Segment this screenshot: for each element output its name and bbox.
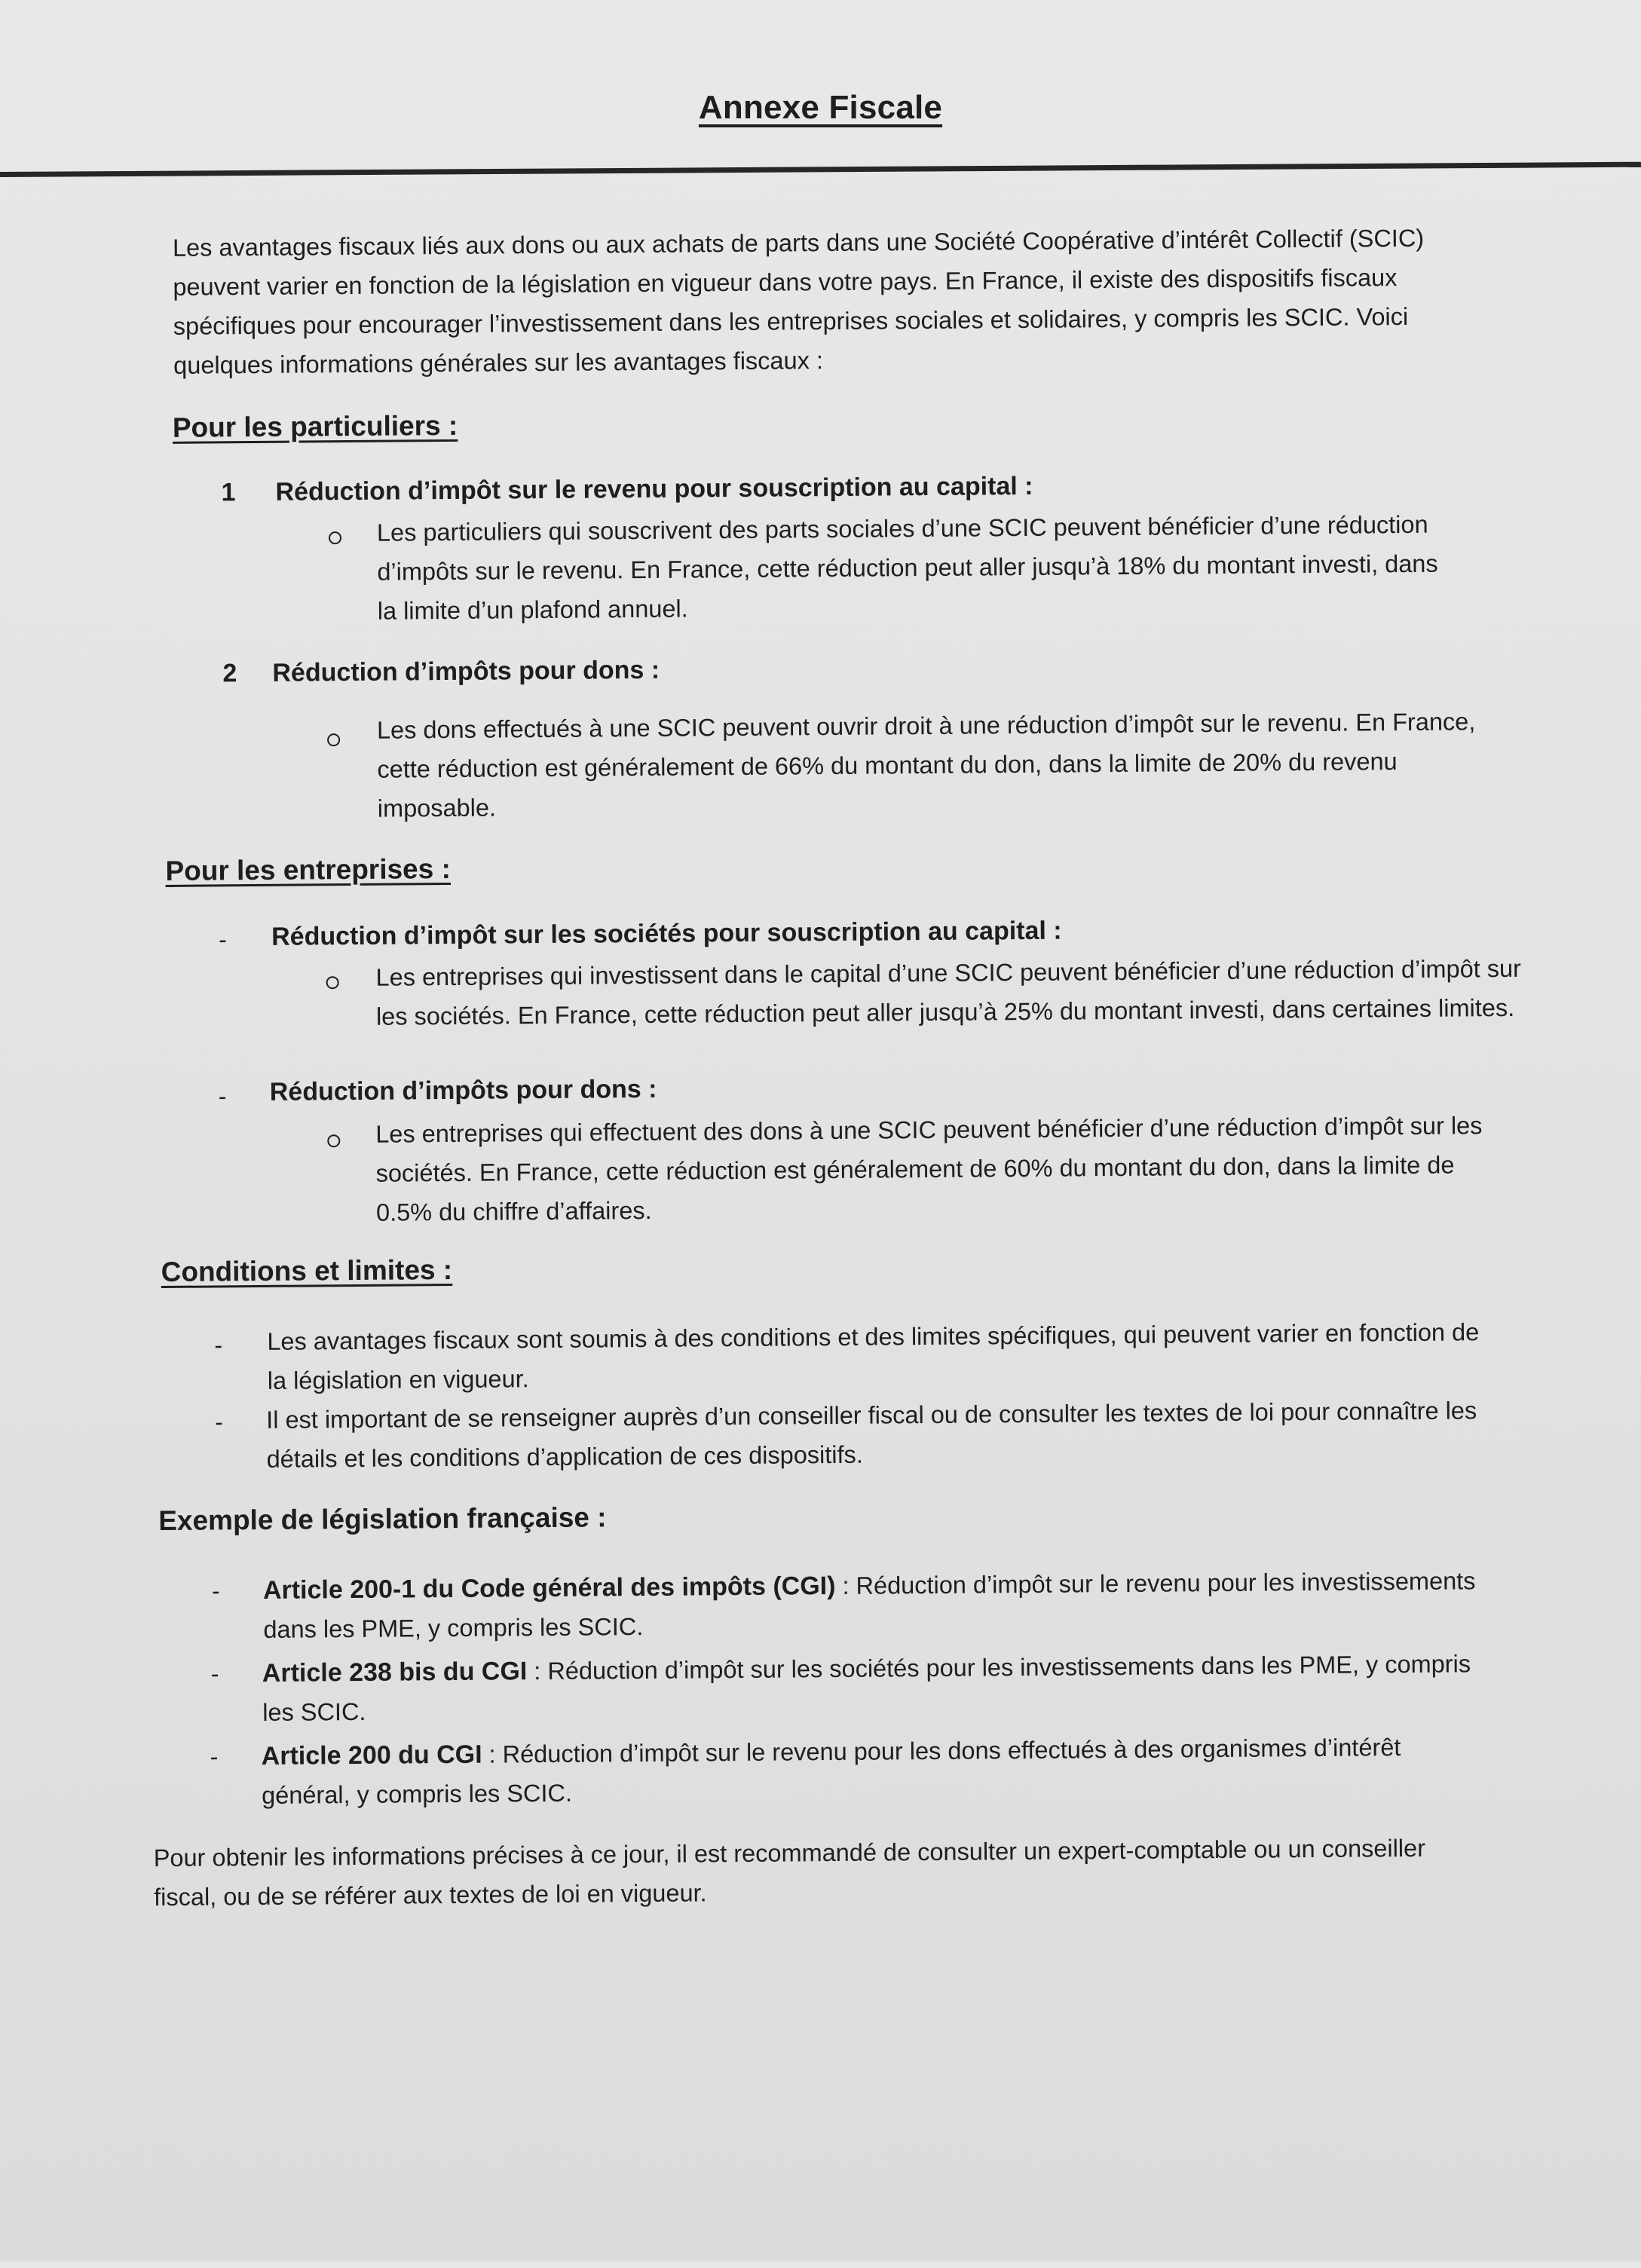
dash-bullet: - [219,926,227,953]
article-reference: Article 200 du CGI [261,1740,482,1771]
article-description: : Réduction d’impôt sur les sociétés pour les investissements dans les PME, y compris les SCIC. [262,1650,1471,1726]
condition-text: Il est important de se renseigner auprès d’un conseiller fiscal ou de consulter les textes de loi pour connaître les détails et les conditions d’application de ces dispositifs. [266,1397,1477,1473]
dash-bullet: - [210,1660,219,1688]
dash-bullet: - [211,1577,220,1605]
section-heading-conditions: Conditions et limites : [161,1253,453,1288]
item-title: Réduction d’impôts pour dons : [272,655,660,687]
circle-bullet-icon [329,531,341,544]
item-title: Réduction d’impôt sur le revenu pour souscription au capital : [275,471,1033,507]
item-text: Les dons effectués à une SCIC peuvent ouvrir droit à une réduction d’impôt sur le revenu. En France, cette réduction est généralement de 66% du montant du don, dans la limite de 20% du revenu imposable. [376,708,1476,822]
item-text: Les entreprises qui effectuent des dons à une SCIC peuvent bénéficier d’une réduction d’impôt sur les sociétés. En France, cette réduction est généralement de 60% du montant du don, dans la limite de 0.5% du chiffre d’affaires. [375,1112,1483,1226]
intro-paragraph: Les avantages fiscaux liés aux dons ou aux achats de parts dans une Société Coopérative d’intérêt Collectif (SCIC) peuvent varier en fonction de la législation en vigueur dans votre pays. En France, il existe des dispositifs fiscaux spécifiques pour encourager l’investissement dans les entreprises sociales et solidaires, y compris les SCIC. Voici quelques informations générales sur les avantages fiscaux : [172,224,1425,379]
document-title: Annexe Fiscale [698,89,943,126]
article-description: : Réduction d’impôt sur le revenu pour les investissements dans les PME, y compris les SCIC. [263,1567,1476,1643]
item-text: Les entreprises qui investissent dans le capital d’une SCIC peuvent bénéficier d’une réduction d’impôt sur les sociétés. En France, cette réduction peut aller jusqu’à 25% du montant investi, dans certaines limites. [375,954,1522,1030]
dash-bullet: - [214,1331,223,1359]
legislation-item [262,1727,1483,1815]
section-heading-entreprises: Pour les entreprises : [165,852,452,886]
dash-bullet: - [210,1743,219,1771]
section-heading-legislation: Exemple de législation française : [158,1501,607,1537]
article-reference: Article 200-1 du Code général des impôts (CGI) [262,1571,836,1605]
item-text: Les particuliers qui souscrivent des parts sociales d’une SCIC peuvent bénéficier d’une réduction d’impôts sur le revenu. En France, cette réduction peut aller jusqu’à 18% du montant investi, dans la limite d’un plafond annuel. [376,510,1438,625]
section-heading-particuliers: Pour les particuliers : [172,409,458,443]
item-number: 2 [222,659,237,688]
closing-paragraph: Pour obtenir les informations précises à ce jour, il est recommandé de consulter un expert-comptable ou un conseiller fiscal, ou de se référer aux textes de loi en vigueur. [153,1834,1426,1911]
item-title: Réduction d’impôts pour dons : [269,1074,657,1106]
article-description: : Réduction d’impôt sur le revenu pour les dons effectués à des organismes d’intérêt général, y compris les SCIC. [261,1734,1401,1809]
circle-bullet-icon [326,976,339,989]
condition-text: Les avantages fiscaux sont soumis à des conditions et des limites spécifiques, qui peuvent varier en fonction de la législation en vigueur. [267,1318,1480,1394]
item-number: 1 [221,478,236,507]
circle-bullet-icon [327,1134,340,1147]
dash-bullet: - [218,1082,227,1110]
item-title: Réduction d’impôt sur les sociétés pour souscription au capital : [271,916,1062,951]
dash-bullet: - [215,1408,224,1436]
legislation-item [262,1644,1484,1732]
legislation-item [263,1561,1485,1649]
article-reference: Article 238 bis du CGI [262,1657,528,1688]
circle-bullet-icon [327,733,340,746]
